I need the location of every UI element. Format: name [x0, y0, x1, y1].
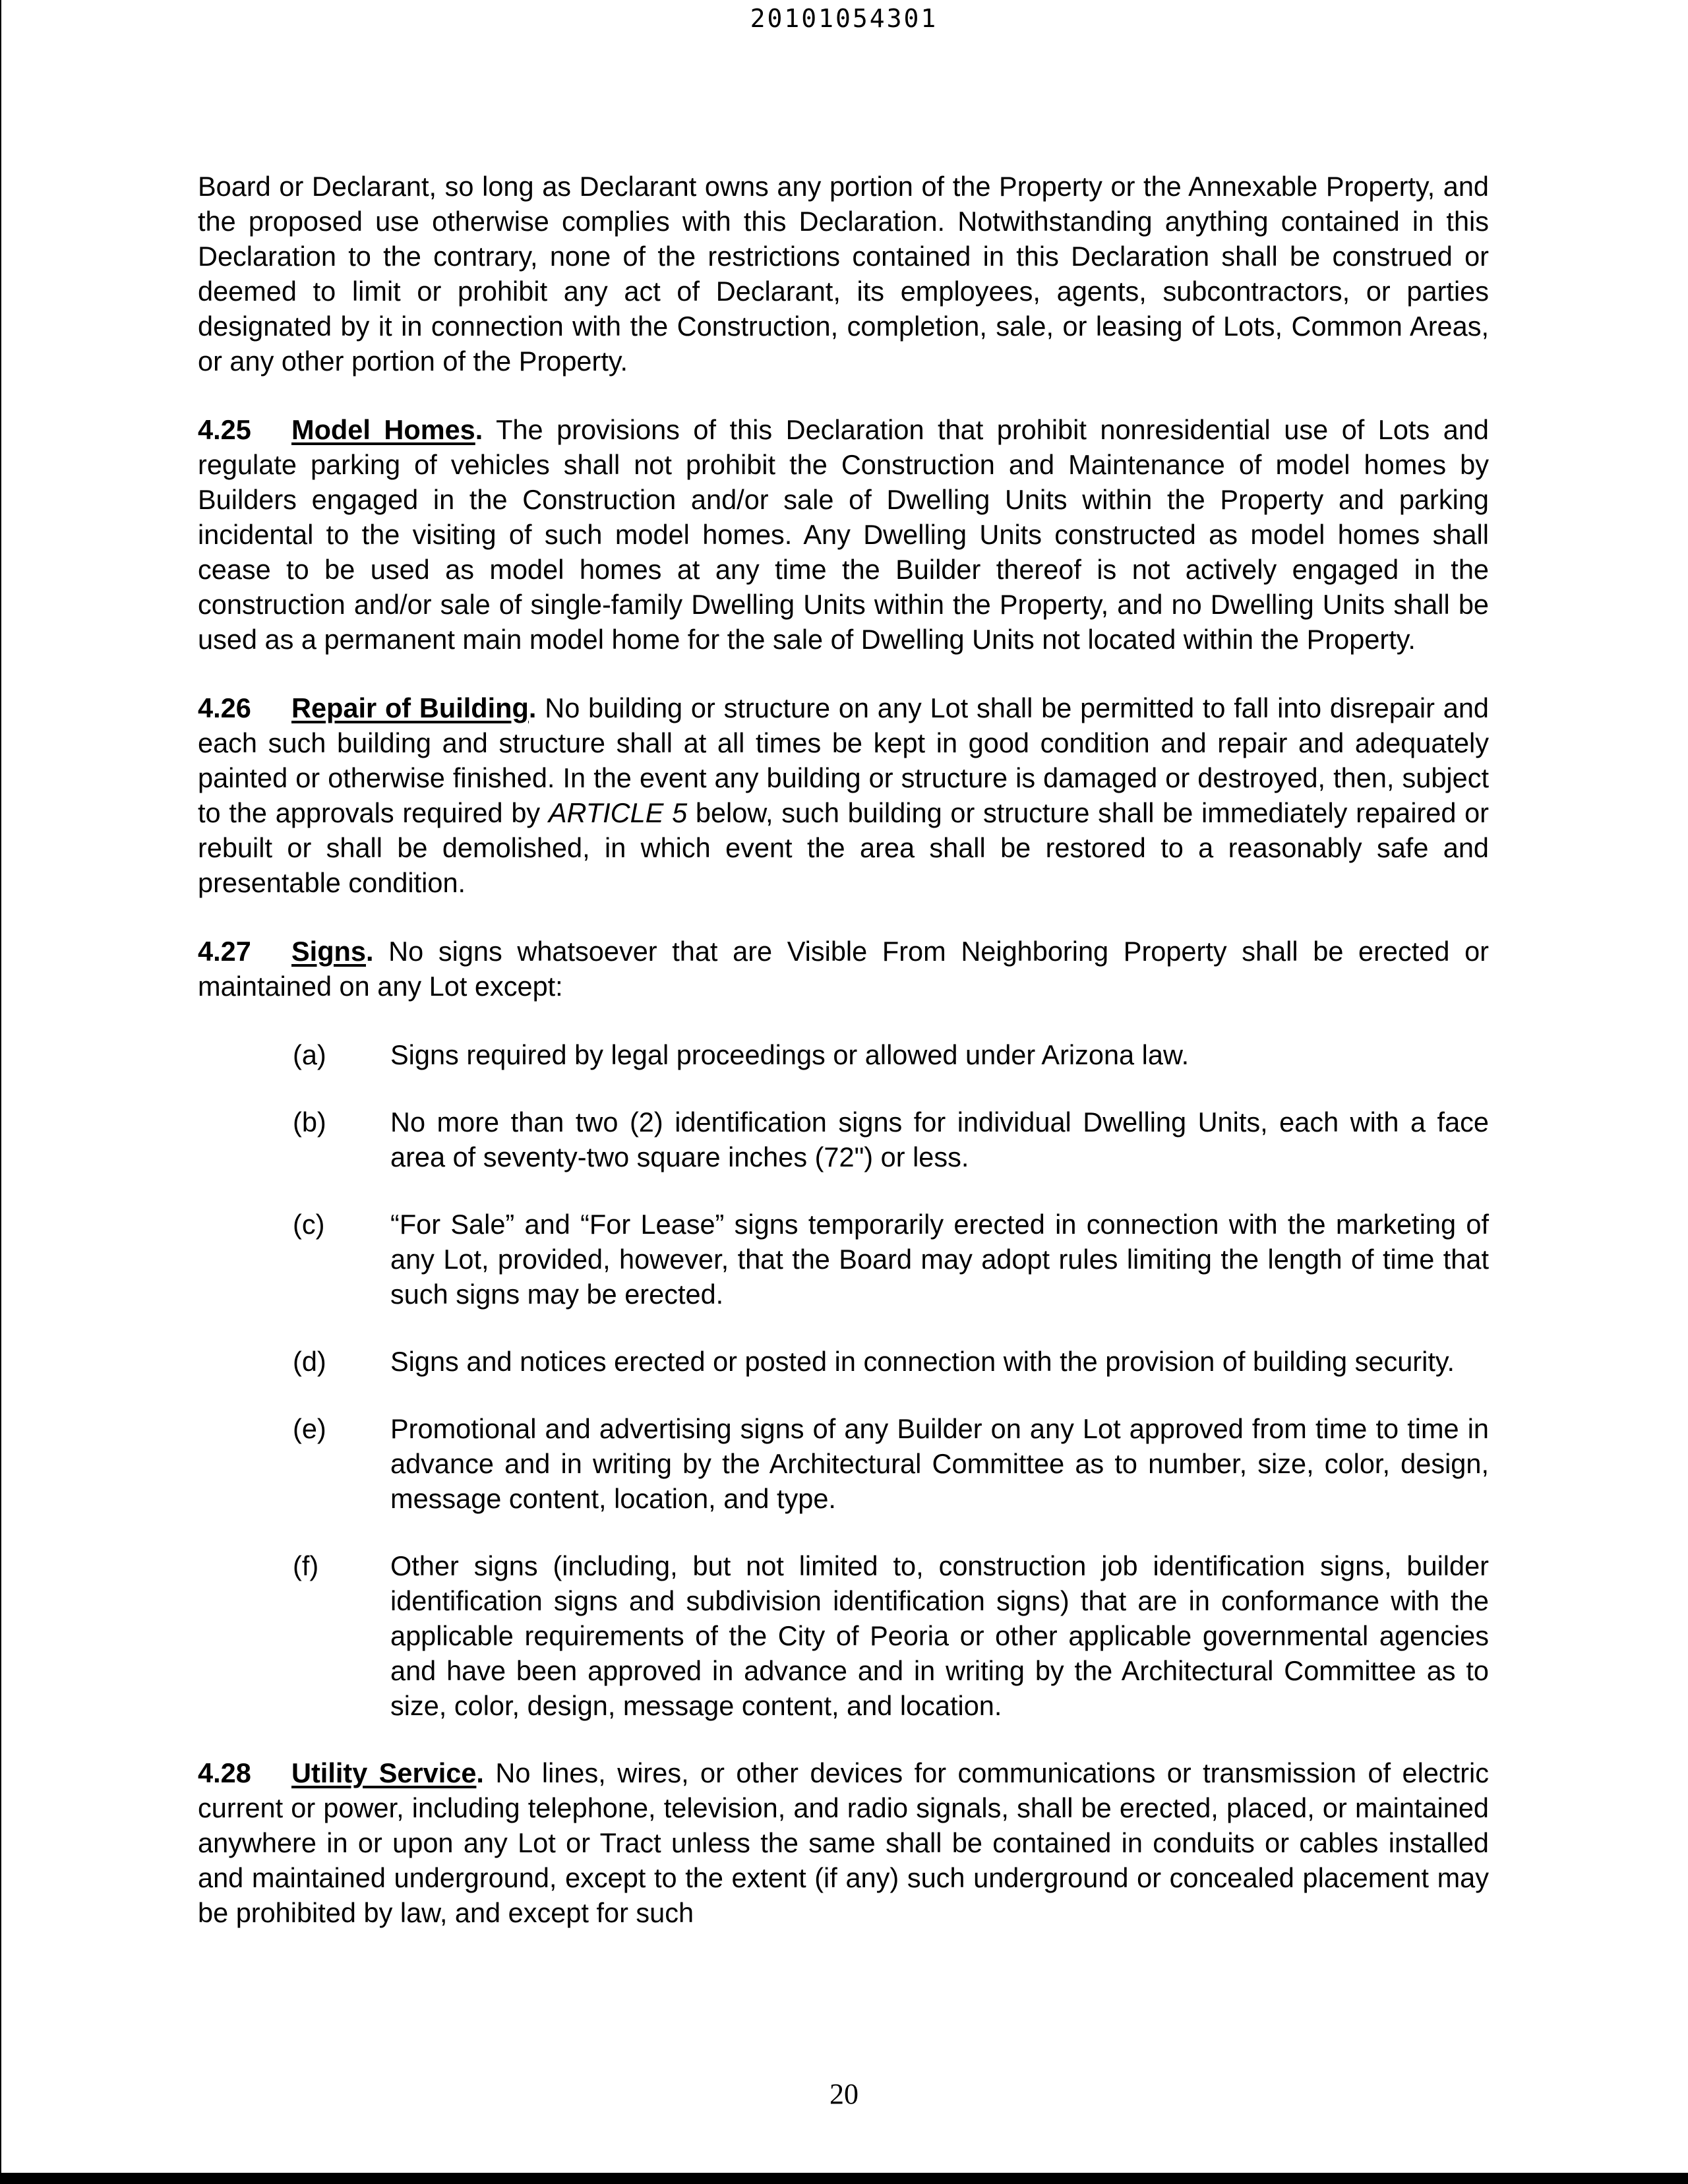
section-text: The provisions of this Declaration that prohibit nonresidential use of Lots and regulate parking of vehicles shall not prohibit the Construction and Maintenance of model homes by Builders engaged in the Construction and/or sale of Dwelling Units within the Property and parking incidental to the visiting of such model homes. Any Dwelling Units constructed as model homes shall cease to be used as model homes at any time the Builder thereof is not actively engaged in the construction and/or sale of single-family Dwelling Units within the Property, and no Dwelling Units shall be used as a permanent main model home for the sale of Dwelling Units not located within the Property.: [198, 414, 1489, 655]
section-title-period: .: [366, 936, 374, 967]
article-reference: ARTICLE 5: [548, 797, 688, 828]
list-item: [198, 1548, 1489, 1723]
page-number: 20: [829, 2078, 859, 2110]
signs-exception-list: [198, 1037, 1489, 1723]
list-item-text: Signs required by legal proceedings or allowed under Arizona law.: [390, 1039, 1190, 1070]
intro-paragraph: Board or Declarant, so long as Declarant owns any portion of the Property or the Annexable Property, and the proposed use otherwise complies with this Declaration. Notwithstanding anything contained in this Declaration to the contrary, none of the restrictions contained in this Declaration shall be construed or deemed to limit or prohibit any act of Declarant, its employees, agents, subcontractors, or parties designated by it in connection with the Construction, completion, sale, or leasing of Lots, Common Areas, or any other portion of the Property.: [198, 171, 1489, 377]
section-text-continued: below, such building or structure shall be immediately repaired or rebuilt or shall be demolished, in which event the area shall be restored to a reasonably safe and presentable condition.: [198, 797, 1490, 898]
document-number: 20101054301: [750, 4, 938, 33]
list-item: [198, 1037, 1489, 1072]
section-title: Model Homes: [291, 414, 475, 445]
section-title-period: .: [476, 1757, 484, 1788]
list-item-text: Other signs (including, but not limited to, construction job identification signs, builder identification signs and subdivision identification signs) that are in conformance with the applicable requirements of the City of Peoria or other applicable governmental agencies and have been approved in advance and in writing by the Architectural Committee as to size, color, design, message content, and location.: [390, 1550, 1489, 1721]
list-item: [198, 1105, 1489, 1174]
list-item-label: (e): [293, 1413, 326, 1444]
list-item-label: (f): [293, 1550, 319, 1581]
section-text: No building or structure on any Lot shall be permitted to fall into disrepair and each such building and structure shall at all times be kept in good condition and repair and adequately painted or otherwise finished. In the event any building or structure is damaged or destroyed, then, subject to the approvals required by: [198, 692, 1489, 828]
list-item-text: Signs and notices erected or posted in connection with the provision of building security.: [390, 1346, 1455, 1377]
section-number: 4.28: [198, 1757, 251, 1788]
section-number: 4.25: [198, 414, 251, 445]
section-title: Repair of Building: [291, 692, 529, 723]
list-item-label: (c): [293, 1209, 325, 1240]
list-item: [198, 1344, 1489, 1379]
section-4-26: [198, 690, 1489, 900]
section-title-period: .: [475, 414, 483, 445]
list-item-label: (d): [293, 1346, 326, 1377]
section-4-25: [198, 412, 1489, 657]
section-title: Utility Service: [291, 1757, 477, 1788]
list-item-text: No more than two (2) identification signs for individual Dwelling Units, each with a face area of seventy-two square inches (72") or less.: [390, 1107, 1489, 1172]
document-body: [198, 169, 1489, 1964]
list-item-label: (b): [293, 1107, 326, 1138]
list-item-text: “For Sale” and “For Lease” signs temporarily erected in connection with the marketing of any Lot, provided, however, that the Board may adopt rules limiting the length of time that such signs may be erected.: [390, 1209, 1489, 1310]
section-text: No lines, wires, or other devices for communications or transmission of electric current or power, including telephone, television, and radio signals, shall be erected, placed, or maintained anywhere in or upon any Lot or Tract unless the same shall be contained in conduits or cables installed and maintained underground, except to the extent (if any) such underground or concealed placement may be prohibited by law, and except for such: [198, 1757, 1490, 1928]
section-4-28: [198, 1755, 1489, 1930]
list-item-text: Promotional and advertising signs of any Builder on any Lot approved from time to time in advance and in writing by the Architectural Committee as to number, size, color, design, message content, location, and type.: [390, 1413, 1489, 1514]
list-item: [198, 1411, 1489, 1516]
section-number: 4.27: [198, 936, 251, 967]
scan-bottom-border: [0, 2173, 1688, 2184]
scan-left-edge: [0, 0, 1, 2184]
section-number: 4.26: [198, 692, 251, 723]
section-title-period: .: [528, 692, 537, 723]
list-item-label: (a): [293, 1039, 326, 1070]
section-text: No signs whatsoever that are Visible From Neighboring Property shall be erected or maintained on any Lot except:: [198, 936, 1489, 1002]
section-4-27: [198, 934, 1489, 1004]
section-title: Signs: [291, 936, 366, 967]
list-item: [198, 1207, 1489, 1312]
